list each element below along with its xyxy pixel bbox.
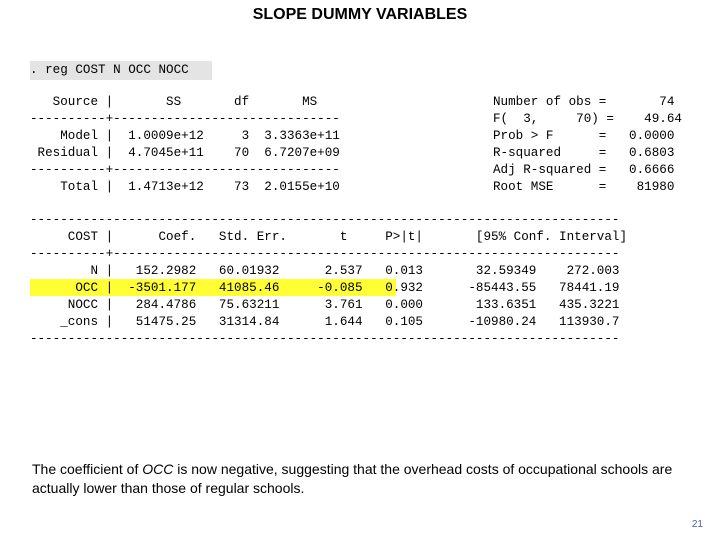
anova-row: Residual | 4.7045e+11 70 6.7207e+09: [30, 146, 340, 160]
coef-row: NOCC | 284.4786 75.63211 3.761 0.000 133.6351 435.3221: [30, 298, 620, 312]
model-stat-line: Number of obs = 74: [493, 95, 675, 109]
caption-before: The coefficient of: [32, 461, 143, 477]
coef-separator: ----------+-------------------------------------------------------------------: [30, 247, 620, 261]
coef-separator: ------------------------------------------------------------------------------: [30, 332, 620, 346]
coef-header: COST | Coef. Std. Err. t P>|t| [95% Conf. Interval]: [30, 230, 628, 244]
regression-command: . reg COST N OCC NOCC: [30, 61, 212, 80]
coef-row: _cons | 51475.25 31314.84 1.644 0.105 -10980.24 113930.7: [30, 315, 620, 329]
coef-row: N | 152.2982 60.01932 2.537 0.013 32.59349 272.003: [30, 264, 620, 278]
anova-separator: ----------+------------------------------: [30, 163, 340, 177]
model-stat-line: R-squared = 0.6803: [493, 146, 675, 160]
model-stat-line: Prob > F = 0.0000: [493, 129, 675, 143]
coef-row-occ: OCC | -3501.177 41085.46 -0.085 0.932 -85443.55 78441.19: [30, 281, 620, 295]
coef-separator: ------------------------------------------------------------------------------: [30, 213, 620, 227]
caption-text: [32, 460, 702, 498]
page-number: 21: [691, 519, 703, 530]
caption-term: OCC: [142, 461, 174, 477]
slide-title: SLOPE DUMMY VARIABLES: [252, 6, 468, 23]
caption-after: is now negative, suggesting that the overhead costs of occupational schools are actually lower than those of regular schools.: [32, 461, 673, 496]
anova-row: Source | SS df MS: [30, 95, 318, 109]
anova-row: Model | 1.0009e+12 3 3.3363e+11: [30, 129, 340, 143]
anova-row: Total | 1.4713e+12 73 2.0155e+10: [30, 180, 340, 194]
model-stat-line: Adj R-squared = 0.6666: [493, 163, 675, 177]
model-stat-line: F( 3, 70) = 49.64: [493, 112, 682, 126]
model-stat-line: Root MSE = 81980: [493, 180, 675, 194]
anova-separator: ----------+------------------------------: [30, 112, 340, 126]
